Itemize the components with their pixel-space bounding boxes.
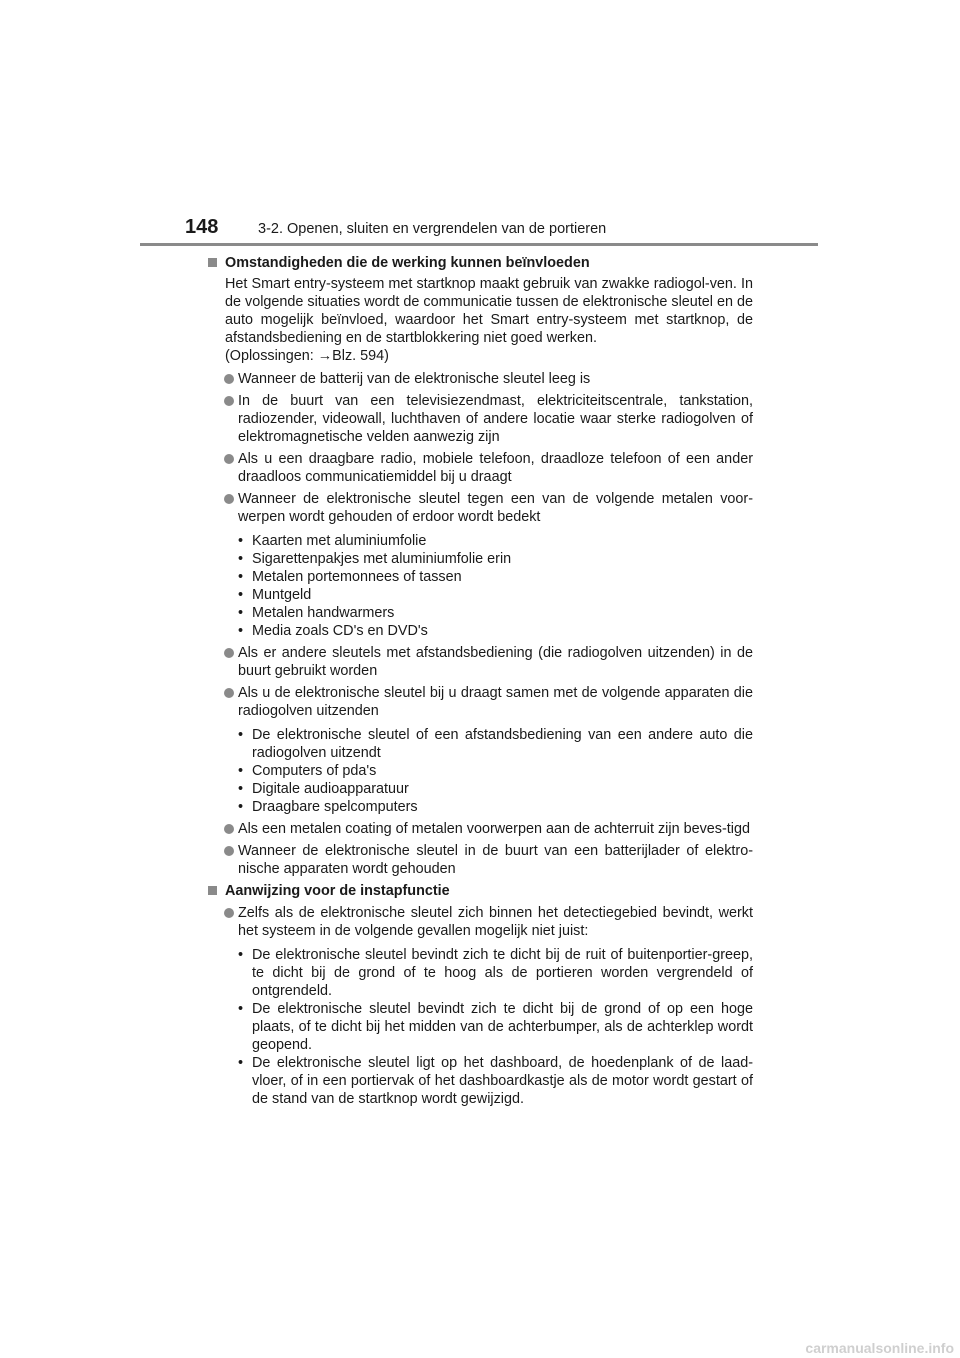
list-item-text: Zelfs als de elektronische sleutel zich binnen het detectiegebied bevindt, werkt het systeem in de volgende gevallen mogelijk niet juist: — [238, 905, 753, 939]
list-item-text: Als u de elektronische sleutel bij u draagt samen met de volgende apparaten die radiogolven uitzenden — [238, 685, 753, 719]
list-item-text: Wanneer de elektronische sleutel in de buurt van een batterijlader of elektro-nische apparaten wordt gehouden — [238, 843, 753, 877]
page-number: 148 — [185, 216, 219, 238]
page-content — [208, 254, 753, 1108]
round-bullet-icon — [224, 454, 234, 464]
list-item-text: Als er andere sleutels met afstandsbediening (die radiogolven uitzenden) in de buurt gebruikt worden — [238, 645, 753, 679]
sub-item: • Muntgeld — [238, 586, 753, 604]
watermark: carmanualsonline.info — [805, 1340, 954, 1356]
list-item-text: Wanneer de batterij van de elektronische sleutel leeg is — [238, 371, 591, 387]
round-bullet-icon — [224, 846, 234, 856]
section-heading — [208, 882, 753, 900]
section-heading — [208, 254, 753, 272]
list-item — [208, 684, 753, 720]
sub-item: • Metalen portemonnees of tassen — [238, 568, 753, 586]
sub-item: • Metalen handwarmers — [238, 604, 753, 622]
list-item-text: Als u een draagbare radio, mobiele telefoon, draadloze telefoon of een ander draadloos communicatiemiddel bij u draagt — [238, 451, 753, 485]
round-bullet-icon — [224, 824, 234, 834]
sub-item: • Draagbare spelcomputers — [238, 798, 753, 816]
round-bullet-icon — [224, 648, 234, 658]
intro-reference: (Oplossingen: →Blz. 594) — [225, 348, 389, 364]
list-item-text: Wanneer de elektronische sleutel tegen een van de volgende metalen voor-werpen wordt gehouden of erdoor wordt bedekt — [238, 491, 753, 525]
square-bullet-icon — [208, 886, 217, 895]
section-heading-text: Aanwijzing voor de instapfunctie — [225, 883, 450, 899]
list-item — [208, 904, 753, 940]
sub-item: • Computers of pda's — [238, 762, 753, 780]
round-bullet-icon — [224, 494, 234, 504]
list-item-text: Als een metalen coating of metalen voorwerpen aan de achterruit zijn beves-tigd — [238, 821, 750, 837]
list-item — [208, 842, 753, 878]
section-intro — [208, 275, 753, 365]
list-item-text: In de buurt van een televisiezendmast, elektriciteitscentrale, tankstation, radiozender, videowall, luchthaven of andere locatie waar sterke radiogolven of elektromagnetische velden aanwezig zijn — [238, 393, 753, 445]
round-bullet-icon — [224, 688, 234, 698]
section-heading-text: Omstandigheden die de werking kunnen beïnvloeden — [225, 255, 590, 271]
sub-item: • De elektronische sleutel ligt op het dashboard, de hoedenplank of de laad-vloer, of in een portiervak of het dashboardkastje als de motor wordt gestart of de stand van de startknop wordt gewijzigd. — [238, 1054, 753, 1108]
list-item — [208, 392, 753, 446]
round-bullet-icon — [224, 908, 234, 918]
round-bullet-icon — [224, 396, 234, 406]
list-item — [208, 644, 753, 680]
sub-item: • Media zoals CD's en DVD's — [238, 622, 753, 640]
header-rule — [140, 243, 818, 246]
section-entry-function — [208, 882, 753, 1108]
round-bullet-icon — [224, 374, 234, 384]
sub-item: • De elektronische sleutel bevindt zich te dicht bij de grond of op een hoge plaats, of te dicht bij het midden van de achterbumper, als de achterklep wordt geopend. — [238, 1000, 753, 1054]
square-bullet-icon — [208, 258, 217, 267]
list-item — [208, 820, 753, 838]
list-item — [208, 450, 753, 486]
intro-text: Het Smart entry-systeem met startknop maakt gebruik van zwakke radiogol-ven. In de volgende situaties wordt de communicatie tussen de elektronische sleutel en de auto mogelijk beïnvloed, waardoor het Smart entry-systeem met startknop, de afstandsbediening en de startblokkering niet goed werken. — [225, 276, 753, 346]
list-item — [208, 490, 753, 526]
sub-list — [208, 946, 753, 1108]
sub-item: • Digitale audioapparatuur — [238, 780, 753, 798]
chapter-title: 3-2. Openen, sluiten en vergrendelen van de portieren — [258, 221, 607, 237]
sub-list — [208, 532, 753, 640]
sub-item: • Sigarettenpakjes met aluminiumfolie erin — [238, 550, 753, 568]
sub-item: • De elektronische sleutel of een afstandsbediening van een andere auto die radiogolven uitzendt — [238, 726, 753, 762]
sub-item: • Kaarten met aluminiumfolie — [238, 532, 753, 550]
list-item — [208, 370, 753, 388]
section-conditions — [208, 254, 753, 878]
sub-item: • De elektronische sleutel bevindt zich te dicht bij de ruit of buitenportier-greep, te dicht bij de grond of te hoog als de portieren worden vergrendeld of ontgrendeld. — [238, 946, 753, 1000]
sub-list — [208, 726, 753, 816]
